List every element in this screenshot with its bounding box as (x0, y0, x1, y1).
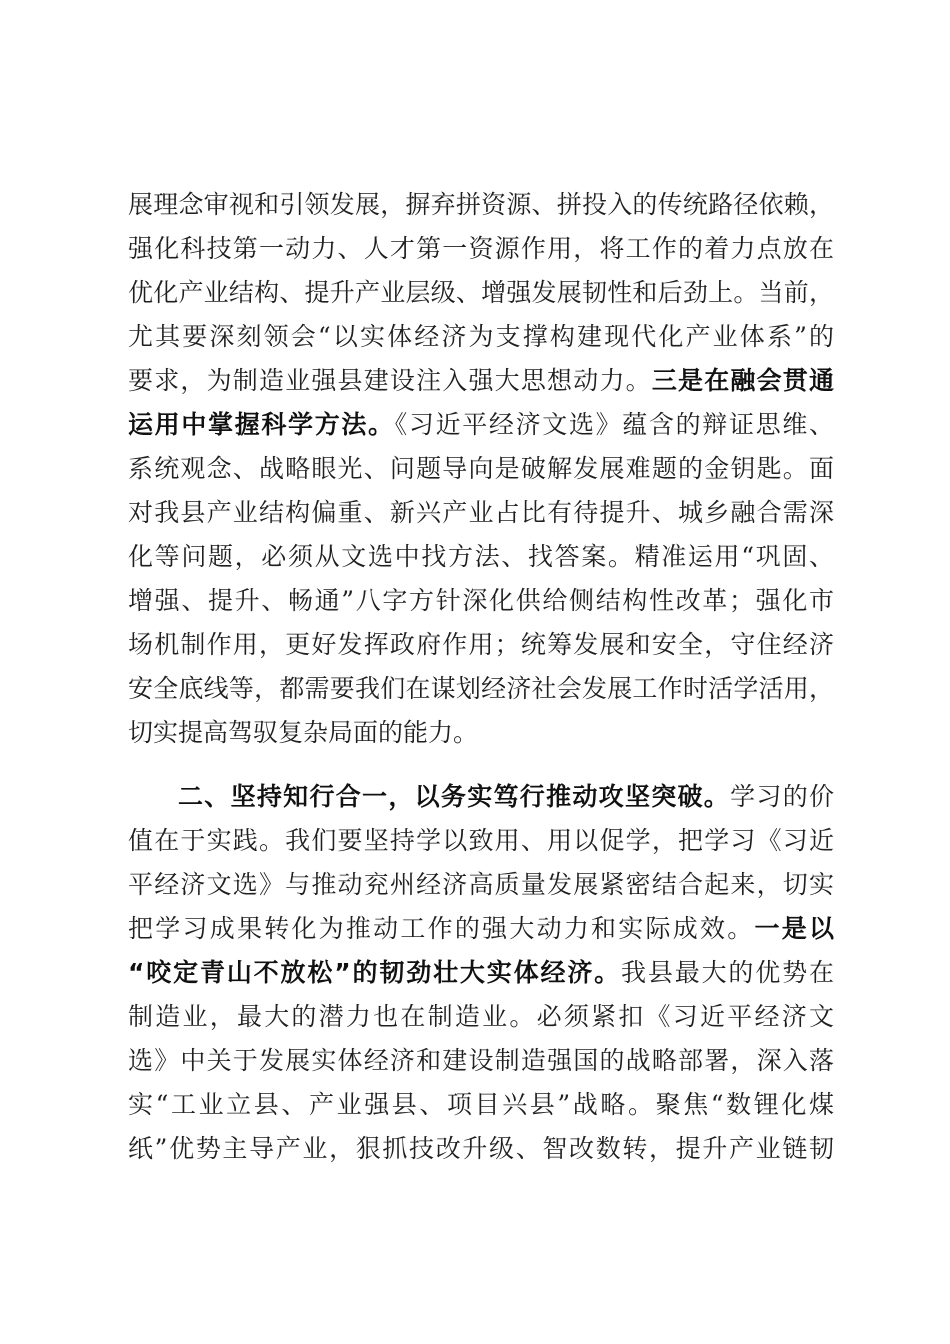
paragraph-line: 实“工业立县、产业强县、项目兴县”战略。聚焦“数锂化煤 (128, 1090, 834, 1119)
bold-heading-text: 运用中掌握科学方法。 (128, 410, 395, 439)
bold-heading-text: 一是以 (754, 914, 834, 943)
paragraph-line (128, 907, 834, 951)
body-text: 把学习成果转化为推动工作的强大动力和实际成效。 (128, 914, 755, 943)
paragraph-line: 值在于实践。我们要坚持学以致用、用以促学，把学习《习近 (128, 826, 834, 855)
paragraph-line: 强化科技第一动力、人才第一资源作用，将工作的着力点放在 (128, 234, 834, 263)
paragraph-line: 选》中关于发展实体经济和建设制造强国的战略部署，深入落 (128, 1046, 834, 1075)
paragraph-line: 安全底线等，都需要我们在谋划经济社会发展工作时活学活用， (128, 674, 834, 703)
paragraph-line: 制造业，最大的潜力也在制造业。必须紧扣《习近平经济文 (128, 1002, 834, 1031)
paragraph-line: 纸”优势主导产业，狠抓技改升级、智改数转，提升产业链韧 (128, 1134, 834, 1163)
paragraph-line: 对我县产业结构偏重、新兴产业占比有待提升、城乡融合需深 (128, 498, 834, 527)
paragraph-line: 化等问题，必须从文选中找方法、找答案。精准运用“巩固、 (128, 542, 834, 571)
body-text: 要求，为制造业强县建设注入强大思想动力。 (128, 366, 652, 395)
paragraph-2 (128, 775, 834, 1171)
section-heading: 二、坚持知行合一，以务实笃行推动攻坚突破。 (178, 782, 731, 811)
paragraph-line: 切实提高驾驭复杂局面的能力。 (128, 718, 479, 747)
paragraph-line: 展理念审视和引领发展，摒弃拼资源、拼投入的传统路径依赖， (128, 190, 834, 219)
paragraph-line (128, 951, 834, 995)
paragraph-line (128, 775, 834, 819)
paragraph-line: 尤其要深刻领会“以实体经济为支撑构建现代化产业体系”的 (128, 322, 834, 351)
body-text: 我县最大的优势在 (621, 958, 834, 987)
paragraph-line (128, 403, 834, 447)
paragraph-line: 场机制作用，更好发挥政府作用；统筹发展和安全，守住经济 (128, 630, 834, 659)
paragraph-line: 系统观念、战略眼光、问题导向是破解发展难题的金钥匙。面 (128, 454, 834, 483)
bold-heading-text: 三是在融会贯通 (651, 366, 834, 395)
body-text: 学习的价 (730, 782, 834, 811)
paragraph-line: 增强、提升、畅通”八字方针深化供给侧结构性改革；强化市 (128, 586, 834, 615)
paragraph-line (128, 359, 834, 403)
paragraph-line: 优化产业结构、提升产业层级、增强发展韧性和后劲上。当前， (128, 278, 834, 307)
paragraph-line: 平经济文选》与推动兖州经济高质量发展紧密结合起来，切实 (128, 870, 834, 899)
bold-heading-text: “咬定青山不放松”的韧劲壮大实体经济。 (128, 958, 622, 987)
body-text: 《习近平经济文选》蕴含的辩证思维、 (394, 410, 834, 439)
paragraph-1 (128, 183, 834, 755)
